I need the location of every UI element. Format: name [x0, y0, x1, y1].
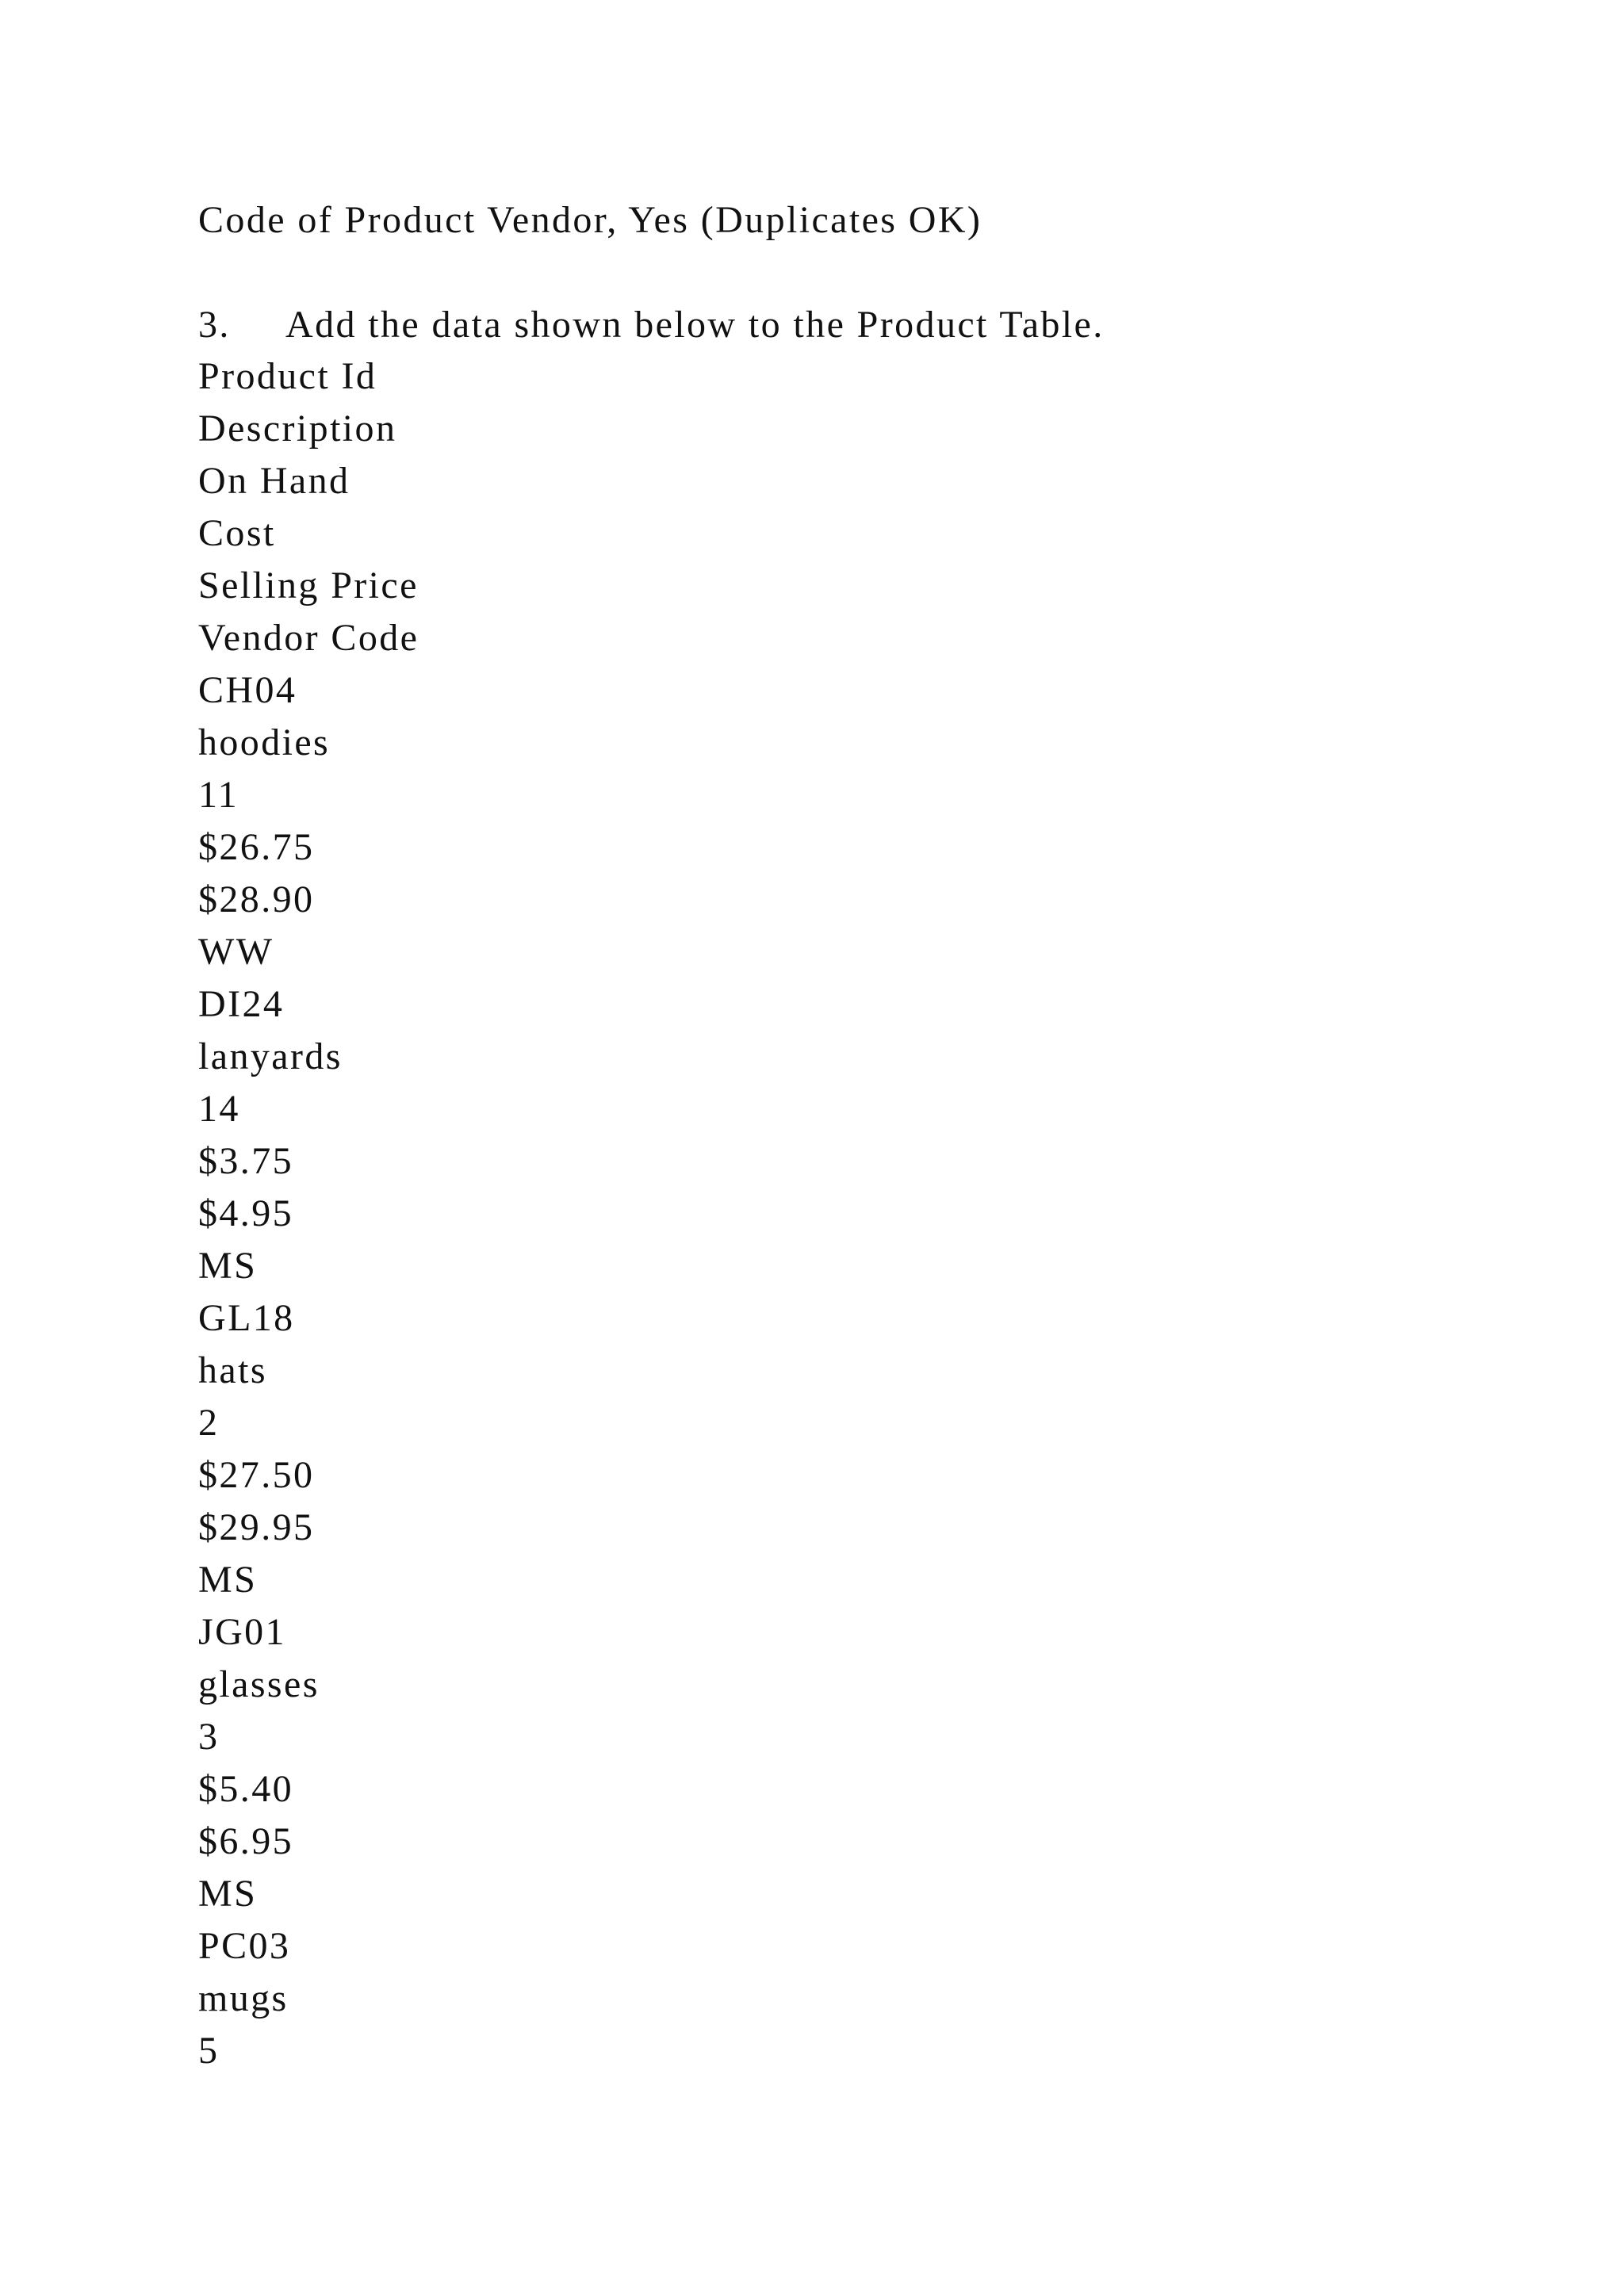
row-3-cost: $27.50: [198, 1454, 315, 1496]
step-number: 3.: [198, 304, 231, 346]
intro-line: Code of Product Vendor, Yes (Duplicates OK): [198, 199, 982, 241]
row-2-vendor-code: MS: [198, 1245, 258, 1287]
row-4-on-hand: 3: [198, 1716, 220, 1758]
row-2-on-hand: 14: [198, 1088, 240, 1130]
header-cost: Cost: [198, 512, 276, 554]
row-3-vendor-code: MS: [198, 1559, 258, 1601]
row-2-product-id: DI24: [198, 983, 285, 1025]
step-text: Add the data shown below to the Product Table.: [285, 304, 1105, 346]
row-2-selling-price: $4.95: [198, 1192, 293, 1234]
row-1-on-hand: 11: [198, 774, 239, 816]
row-3-selling-price: $29.95: [198, 1506, 315, 1548]
row-4-cost: $5.40: [198, 1768, 293, 1810]
row-5-description: mugs: [198, 1977, 289, 2019]
row-3-product-id: GL18: [198, 1297, 295, 1339]
row-3-description: hats: [198, 1349, 267, 1391]
row-5-on-hand: 5: [198, 2030, 220, 2072]
row-1-cost: $26.75: [198, 826, 315, 868]
row-2-cost: $3.75: [198, 1140, 293, 1182]
row-5-product-id: PC03: [198, 1925, 291, 1967]
row-1-product-id: CH04: [198, 669, 297, 711]
header-product-id: Product Id: [198, 355, 377, 397]
row-4-vendor-code: MS: [198, 1873, 258, 1915]
row-1-vendor-code: WW: [198, 931, 274, 973]
header-on-hand: On Hand: [198, 460, 350, 502]
header-vendor-code: Vendor Code: [198, 617, 419, 659]
header-description: Description: [198, 408, 397, 450]
header-selling-price: Selling Price: [198, 564, 419, 607]
row-4-selling-price: $6.95: [198, 1820, 293, 1862]
row-2-description: lanyards: [198, 1035, 343, 1077]
step-3: [198, 303, 1105, 347]
row-1-selling-price: $28.90: [198, 878, 315, 920]
row-4-description: glasses: [198, 1663, 320, 1705]
row-4-product-id: JG01: [198, 1611, 286, 1653]
row-1-description: hoodies: [198, 721, 331, 763]
row-3-on-hand: 2: [198, 1402, 220, 1444]
